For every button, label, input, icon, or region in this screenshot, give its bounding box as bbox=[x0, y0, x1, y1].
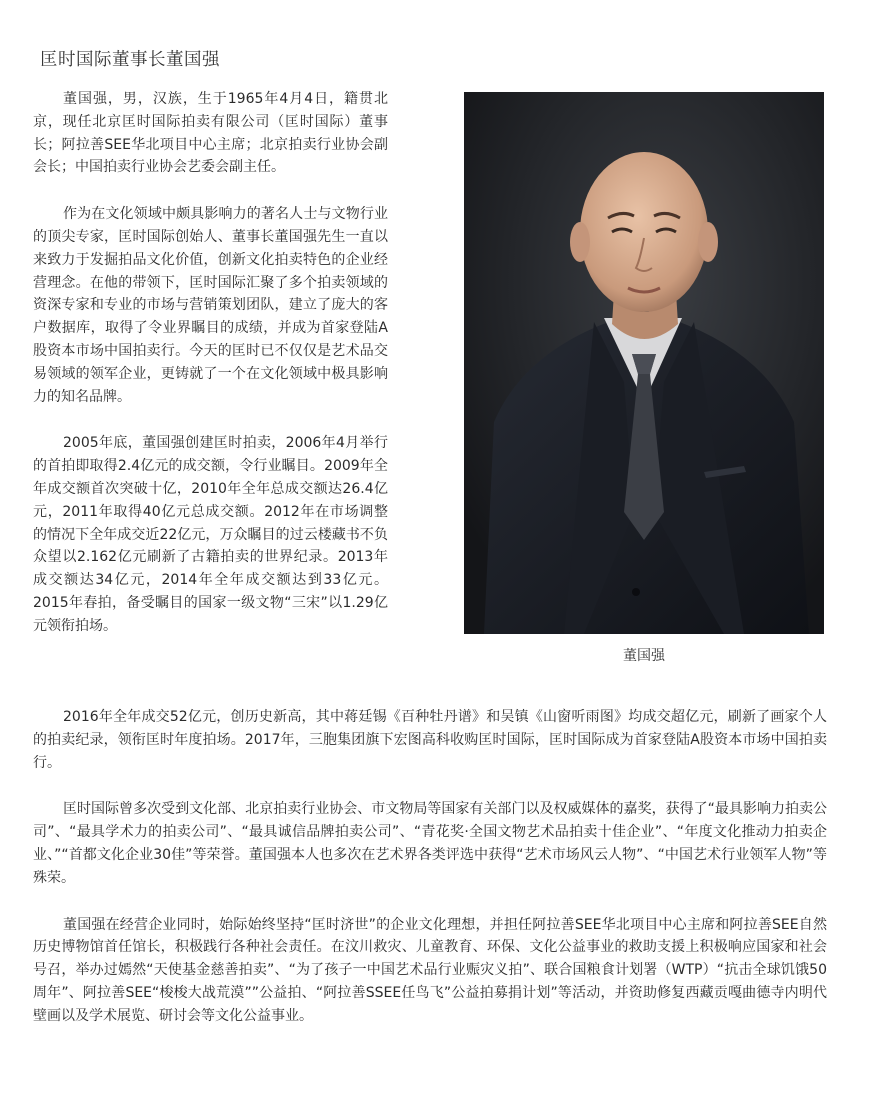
bio-paragraph-2016: 2016年全年成交52亿元，创历史新高，其中蒋廷锡《百种牡丹谱》和吴镇《山窗听雨图》均成交超亿元，刷新了画家个人的拍卖纪录，领衔匡时年度拍场。2017年，三胞集团旗下宏图高科收购匡时国际，匡时国际成为首家登陆A股资本市场中国拍卖行。 bbox=[33, 709, 827, 771]
portrait-photo bbox=[464, 92, 824, 634]
page-title: 匡时国际董事长董国强 bbox=[40, 50, 220, 70]
bio-paragraph-achievements: 作为在文化领域中颇具影响力的著名人士与文物行业的顶尖专家，匡时国际创始人、董事长董国强先生一直以来致力于发掘拍品文化价值，创新文化拍卖特色的企业经营理念。在他的带领下，匡时国际汇聚了多个拍卖领域的资深专家和专业的市场与营销策划团队，建立了庞大的客户数据库，取得了令业界瞩目的成绩，并成为首家登陆A股资本市场中国拍卖行。今天的匡时已不仅仅是艺术品交易领域的领军企业，更铸就了一个在文化领域中极具影响力的知名品牌。 bbox=[33, 206, 388, 405]
bio-paragraph-intro: 董国强，男，汉族，生于1965年4月4日，籍贯北京，现任北京匡时国际拍卖有限公司（匡时国际）董事长；阿拉善SEE华北项目中心主席；北京拍卖行业协会副会长；中国拍卖行业协会艺委会副主任。 bbox=[33, 91, 388, 176]
bio-paragraph-history: 2005年底，董国强创建匡时拍卖，2006年4月举行的首拍即取得2.4亿元的成交额，令行业瞩目。2009年全年成交额首次突破十亿，2010年全年总成交额达26.4亿元，2011年取得40亿元总成交额。2012年在市场调整的情况下全年成交近22亿元，万众瞩目的过云楼藏书不负众望以2.162亿元刷新了古籍拍卖的世界纪录。2013年成交额达34亿元，2014年全年成交额达到33亿元。2015年春拍，备受瞩目的国家一级文物“三宋”以1.29亿元领衔拍场。 bbox=[33, 435, 388, 634]
bio-paragraph-social-responsibility: 董国强在经营企业同时，始际始终坚持“匡时济世”的企业文化理想，并担任阿拉善SEE华北项目中心主席和阿拉善SEE自然历史博物馆首任馆长，积极践行各种社会责任。在汶川救灾、儿童教育、环保、文化公益事业的救助支援上积极响应国家和社会号召，举办过嫣然“天使基金慈善拍卖”、“为了孩子一中国艺术品行业赈灾义拍”、联合国粮食计划署（WTP）“抗击全球饥饿50周年”、阿拉善SEE“梭梭大战荒漠””公益拍、“阿拉善SSEE任鸟飞”公益拍募捐计划”等活动，并资助修复西藏贡嘎曲德寺内明代壁画以及学术展览、研讨会等文化公益事业。 bbox=[33, 916, 827, 1024]
bio-paragraph-honors: 匡时国际曾多次受到文化部、北京拍卖行业协会、市文物局等国家有关部门以及权威媒体的嘉奖，获得了“最具影响力拍卖公司”、“最具学术力的拍卖公司”、“最具诚信品牌拍卖公司”、“青花奖·全国文物艺术品拍卖十佳企业”、“年度文化推动力拍卖企业、”“首都文化企业30佳”等荣誉。董国强本人也多次在艺术界各类评选中获得“艺术市场风云人物”、“中国艺术行业领军人物”等殊荣。 bbox=[33, 801, 827, 886]
biography-left-column bbox=[33, 88, 388, 662]
photo-caption: 董国强 bbox=[623, 648, 665, 664]
biography-full-column bbox=[33, 706, 827, 1052]
